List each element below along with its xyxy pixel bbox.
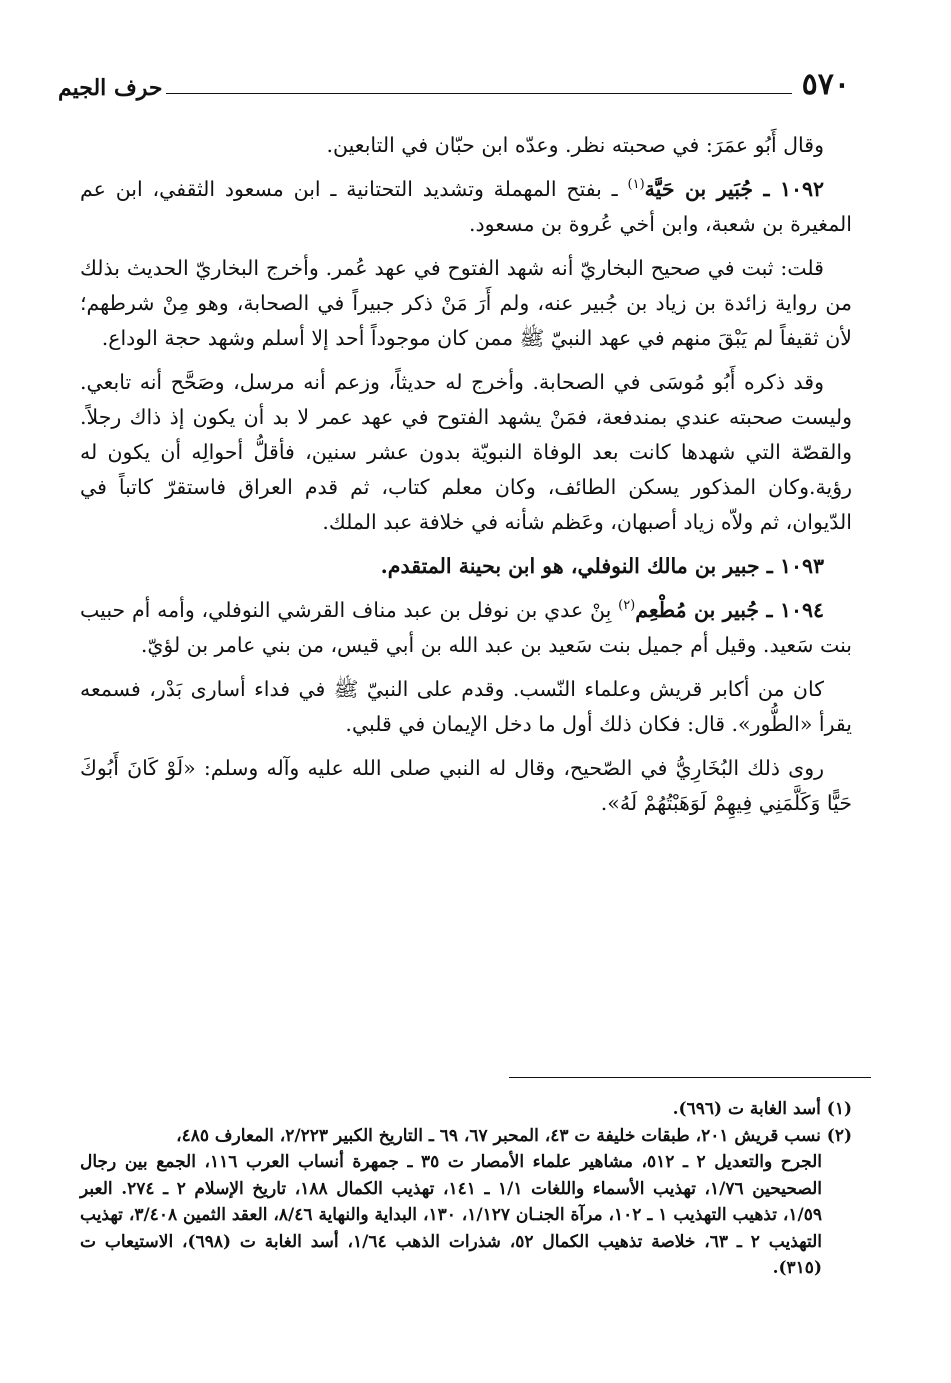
page-header <box>58 66 850 106</box>
paragraph: وقد ذكره أَبُو مُوسَى في الصحابة. وأخرج له حديثاً، وزعم أنه مرسل، وصَحَّح أنه تابعي. وليست صحبته عندي بمندفعة، فمَنْ يشهد الفتوح في عهد عمر لا بد أن يكون إذ ذاك رجلاً. والقصّة التي شهدها كانت بعد الوفاة النبويّة بدون عشر سنين، فأقلُّ أحوالِه أن يكون له رؤية.وكان المذكور يسكن الطائف، وكان معلم كتاب، ثم قدم العراق فاستقرّ كاتباً في الدّيوان، ثم ولاّه زياد أصبهان، وعَظم شأنه في خلافة عبد الملك. <box>80 370 852 534</box>
entry-heading: ١٠٩٢ ـ جُبَير بن حَيَّة <box>644 177 824 201</box>
footnote-ref-2[interactable]: (٢) <box>618 598 636 614</box>
footnote-2-continued: الجرح والتعديل ٢ ـ ٥١٢، مشاهير علماء الأمصار ت ٣٥ ـ جمهرة أنساب العرب ١١٦، الجمع بين رجال الصحيحين ١/٧٦، تهذيب الأسماء واللغات ١/١ ـ ١٤١، تهذيب الكمال ١٨٨، تاريخ الإسلام ٢ ـ ٢٧٤. العبر ١/٥٩، تذهيب التهذيب ١ ـ ١٠٢، مرآة الجنـان ١/١٢٧، ١٣٠، البداية والنهاية ٨/٤٦، العقد الثمين ٣/٤٠٨، تهذيب التهذيب ٢ ـ ٦٣، خلاصة تذهيب الكمال ٥٢، شذرات الذهب ١/٦٤، أسد الغابة ت (٦٩٨)، الاستيعاب ت (٣١٥). <box>80 1152 823 1278</box>
footnote-ref-1[interactable]: (١) <box>627 177 645 193</box>
footnote-separator <box>509 1077 871 1078</box>
entry-heading: ١٠٩٤ ـ جُبير بن مُطْعِم <box>635 598 824 622</box>
entry-1092 <box>80 172 852 242</box>
page-number: ٥٧٠ <box>801 67 850 102</box>
entry-1093: ١٠٩٣ ـ جبير بن مالك النوفلي، هو ابن بحينة المتقدم. <box>380 554 824 578</box>
paragraph: قلت: ثبت في صحيح البخاريّ أنه شهد الفتوح في عهد عُمر. وأخرج البخاريّ الحديث بذلك من رواية زائدة بن زياد بن جُبير عنه، ولم أَرَ مَنْ ذكر جبيراً في الصحابة، وهو مِنْ شرطهم؛ لأن ثقيفاً لم يَبْقَ منهم في عهد النبيّ ﷺ ممن كان موجوداً أحد إلا أسلم وشهد حجة الوداع. <box>80 256 852 350</box>
entry-text: ـ بفتح المهملة وتشديد التحتانية ـ ابن مسعود الثقفي، ابن عم المغيرة بن شعبة، وابن أخي عُروة بن مسعود. <box>80 177 852 236</box>
paragraph: كان من أكابر قريش وعلماء النّسب. وقدم على النبيّ ﷺ في فداء أسارى بَدْر، فسمعه يقرأ «الطُّور». قال: فكان ذلك أول ما دخل الإيمان في قلبي. <box>80 677 852 736</box>
paragraph: وقال أَبُو عمَرَ: في صحبته نظر. وعدّه ابن حبّان في التابعين. <box>326 133 824 157</box>
footnotes <box>80 1096 852 1282</box>
entry-text: بِنْ عدي بن نوفل بن عبد مناف القرشي النوفلي، وأمه أم حبيب بنت سَعيد. وقيل أم جميل بنت سَعيد بن عبد الله بن أبي قيس، من بني عامر بن لؤيّ. <box>80 598 852 657</box>
main-text <box>80 128 852 830</box>
footnote-1: (١) أسد الغابة ت (٦٩٦). <box>672 1099 852 1119</box>
entry-1094 <box>80 593 852 663</box>
footnote-2: (٢) نسب قريش ٢٠١، طبقات خليفة ت ٤٣، المحبر ٦٧، ٦٩ ـ التاريخ الكبير ٢/٢٢٣، المعارف ٤٨٥، <box>176 1125 852 1146</box>
paragraph: روى ذلك البُخَارِيُّ في الصّحيح، وقال له النبي صلى الله عليه وآله وسلم: «لَوْ كَانَ أَبُوكَ حَيًّا وَكَلَّمَنِي فِيهِمْ لَوَهَبْتُهُمْ لَهُ». <box>80 756 852 815</box>
header-rule <box>166 93 792 94</box>
running-title: حرف الجيم <box>58 75 163 101</box>
